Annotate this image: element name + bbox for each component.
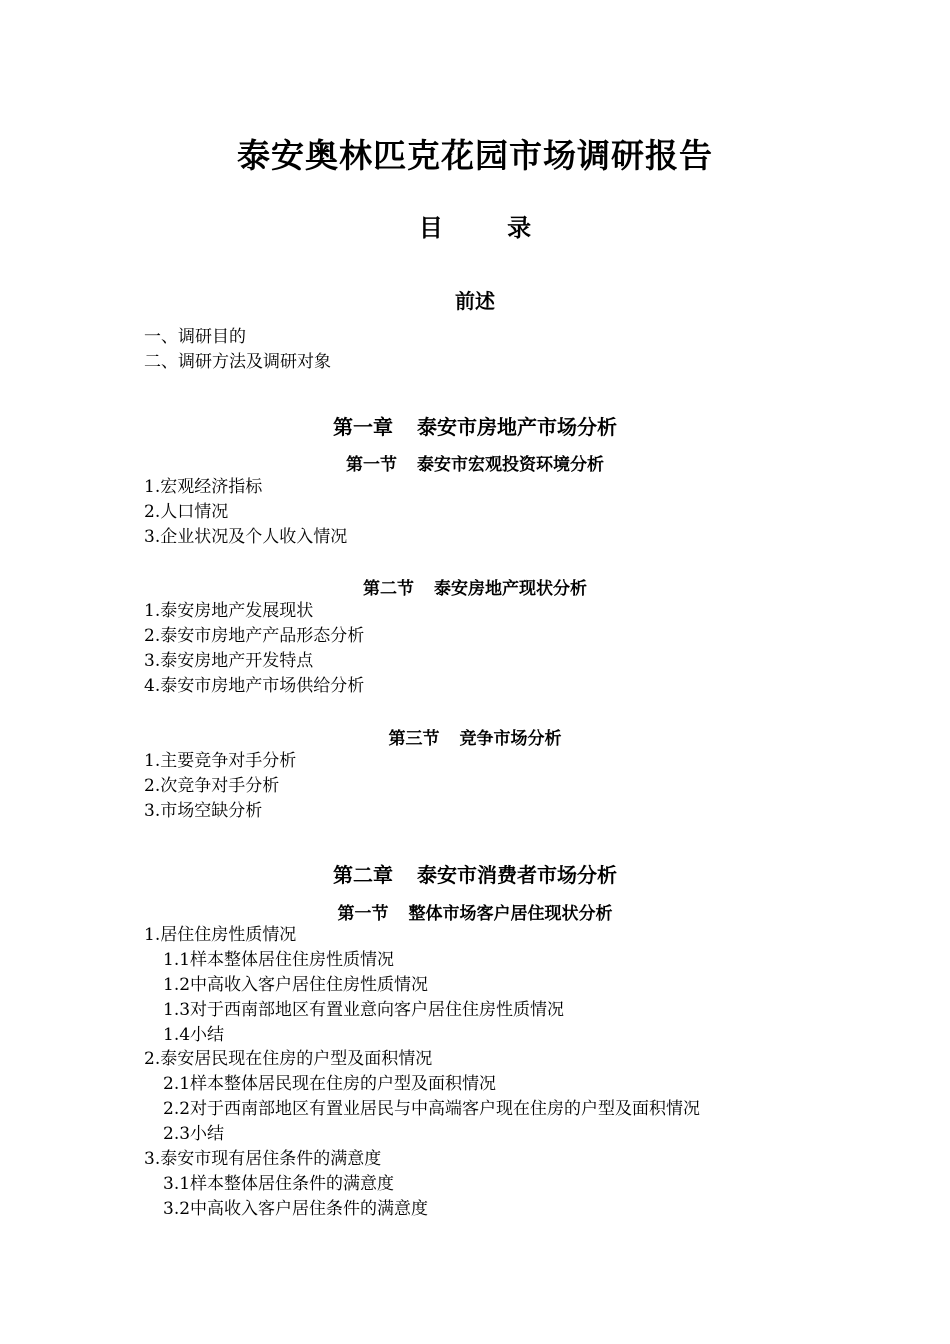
toc-subitem[interactable]: 2.3小结 <box>163 1124 225 1144</box>
toc-item[interactable]: 二、调研方法及调研对象 <box>144 352 331 372</box>
chapter-heading[interactable] <box>0 411 950 440</box>
toc-item[interactable]: 2.泰安居民现在住房的户型及面积情况 <box>144 1049 433 1069</box>
toc-item[interactable]: 1.泰安房地产发展现状 <box>144 601 314 621</box>
toc-subitem[interactable]: 1.3对于西南部地区有置业意向客户居住住房性质情况 <box>163 1000 565 1020</box>
section-title: 泰安房地产现状分析 <box>434 579 587 599</box>
section-heading[interactable] <box>0 899 950 924</box>
toc-subitem[interactable]: 3.2中高收入客户居住条件的满意度 <box>163 1199 429 1219</box>
document-title: 泰安奥林匹克花园市场调研报告 <box>237 136 713 175</box>
toc-item[interactable]: 一、调研目的 <box>144 327 246 347</box>
section-number: 第一节 <box>346 455 397 475</box>
section-title: 整体市场客户居住现状分析 <box>408 904 613 924</box>
section-heading[interactable] <box>0 574 950 599</box>
toc-subitem[interactable]: 1.1样本整体居住住房性质情况 <box>163 950 395 970</box>
chapter-title: 泰安市房地产市场分析 <box>417 415 617 439</box>
toc-subitem[interactable]: 2.1样本整体居民现在住房的户型及面积情况 <box>163 1074 497 1094</box>
toc-item[interactable]: 3.泰安房地产开发特点 <box>144 651 314 671</box>
section-heading[interactable] <box>0 724 950 749</box>
toc-heading: 目 录 <box>418 213 560 242</box>
toc-subitem[interactable]: 1.2中高收入客户居住住房性质情况 <box>163 975 429 995</box>
toc-item[interactable]: 4.泰安市房地产市场供给分析 <box>144 676 365 696</box>
toc-subitem[interactable]: 3.1样本整体居住条件的满意度 <box>163 1174 395 1194</box>
toc-item[interactable]: 1.宏观经济指标 <box>144 477 263 497</box>
section-title: 竞争市场分析 <box>459 729 562 749</box>
toc-item[interactable]: 1.主要竞争对手分析 <box>144 751 297 771</box>
toc-item[interactable]: 2.次竞争对手分析 <box>144 776 280 796</box>
chapter-title: 泰安市消费者市场分析 <box>417 863 617 887</box>
section-number: 第一节 <box>337 904 389 924</box>
toc-item[interactable]: 3.市场空缺分析 <box>144 801 263 821</box>
chapter-number: 第一章 <box>333 415 393 439</box>
section-title: 泰安市宏观投资环境分析 <box>417 455 604 475</box>
toc-subitem[interactable]: 2.2对于西南部地区有置业居民与中高端客户现在住房的户型及面积情况 <box>163 1099 701 1119</box>
preface-heading: 前述 <box>455 289 495 313</box>
section-number: 第二节 <box>363 579 414 599</box>
toc-item[interactable]: 1.居住住房性质情况 <box>144 925 297 945</box>
toc-subitem[interactable]: 1.4小结 <box>163 1025 225 1045</box>
chapter-number: 第二章 <box>333 863 393 887</box>
section-heading[interactable] <box>0 450 950 475</box>
toc-item[interactable]: 3.泰安市现有居住条件的满意度 <box>144 1149 382 1169</box>
section-number: 第三节 <box>388 729 440 749</box>
toc-item[interactable]: 3.企业状况及个人收入情况 <box>144 527 348 547</box>
toc-item[interactable]: 2.人口情况 <box>144 502 229 522</box>
toc-item[interactable]: 2.泰安市房地产产品形态分析 <box>144 626 365 646</box>
chapter-heading[interactable] <box>0 859 950 888</box>
